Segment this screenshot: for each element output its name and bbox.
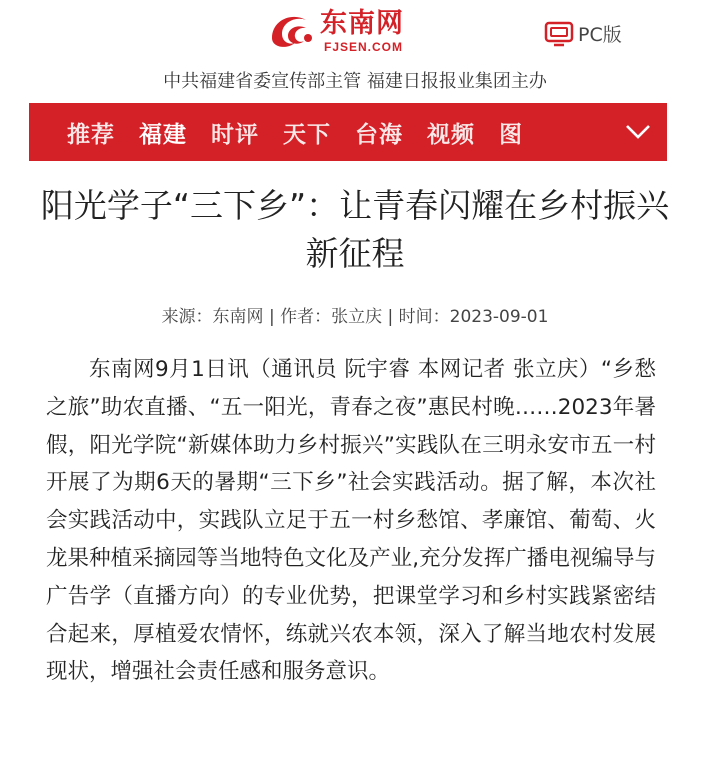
- pc-version-label: PC版: [578, 24, 622, 46]
- nav-item-video[interactable]: 视频: [427, 121, 475, 148]
- logo-swirl-icon: [266, 8, 316, 54]
- nav-item-fujian[interactable]: 福建: [139, 121, 187, 148]
- logo-text: 东南网: [320, 8, 404, 39]
- sponsor-line: 中共福建省委宣传部主管 福建日报报业集团主办: [163, 71, 547, 92]
- nav-item-commentary[interactable]: 时评: [211, 121, 259, 148]
- site-header: [0, 0, 710, 62]
- nav-expand-button[interactable]: [609, 103, 667, 161]
- nav-item-world[interactable]: 天下: [283, 121, 331, 148]
- nav-item-taiwan-strait[interactable]: 台海: [355, 121, 403, 148]
- channel-nav: [29, 103, 667, 161]
- nav-item-overflow[interactable]: 图: [499, 121, 523, 148]
- article-paragraph: 东南网9月1日讯（通讯员 阮宇睿 本网记者 张立庆）“乡愁之旅”助农直播、“五一阳光，青春之夜”惠民村晚……2023年暑假，阳光学院“新媒体助力乡村振兴”实践队在三明永安市五一村开展了为期6天的暑期“三下乡”社会实践活动。据了解，本次社会实践活动中，实践队立足于五一村乡愁馆、孝廉馆、葡萄、火龙果种植采摘园等当地特色文化及产业,充分发挥广播电视编导与广告学（直播方向）的专业优势，把课堂学习和乡村实践紧密结合起来，厚植爱农情怀，练就兴农本领，深入了解当地农村发展现状，增强社会责任感和服务意识。: [46, 357, 656, 685]
- site-logo[interactable]: [266, 6, 436, 56]
- nav-items: [67, 103, 535, 161]
- nav-item-recommend[interactable]: 推荐: [67, 121, 115, 148]
- monitor-icon: [544, 21, 574, 47]
- logo-subtext: FJSEN.COM: [324, 40, 404, 54]
- article-meta: 来源：东南网 | 作者：张立庆 | 时间：2023-09-01: [161, 307, 549, 327]
- pc-version-link[interactable]: [544, 20, 622, 47]
- article-title: 阳光学子“三下乡”：让青春闪耀在乡村振兴新征程: [40, 186, 670, 273]
- chevron-down-icon: [625, 124, 651, 140]
